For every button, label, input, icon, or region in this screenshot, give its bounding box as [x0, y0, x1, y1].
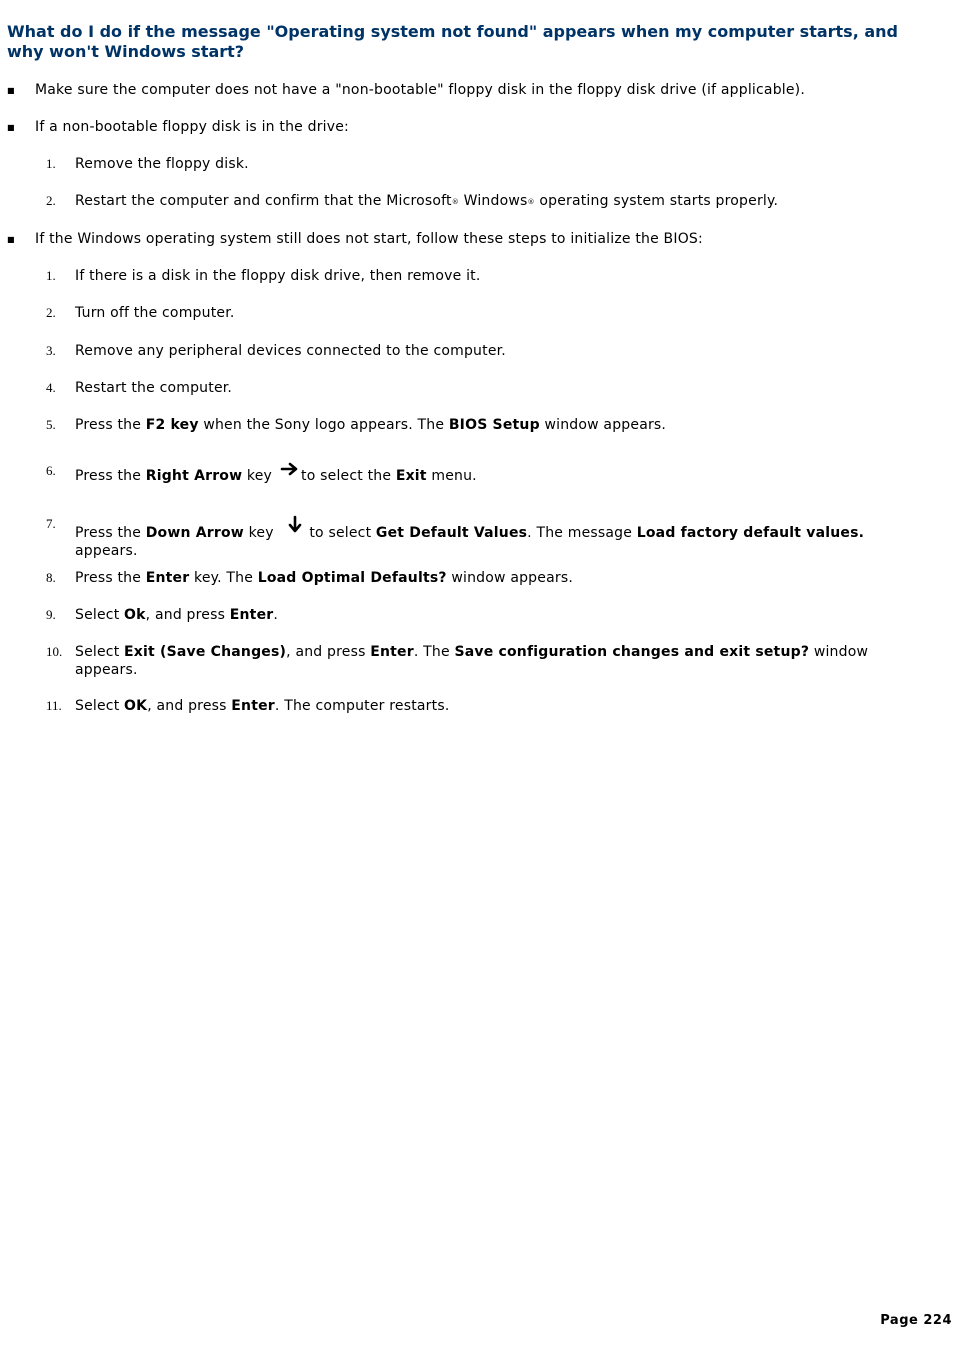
down-arrow-icon: [286, 515, 304, 535]
step-number: 11.: [46, 698, 62, 713]
step-number: 4.: [46, 380, 56, 395]
step-number: 9.: [46, 607, 56, 622]
bullet-icon: ■: [7, 123, 15, 132]
step-number: 2.: [46, 305, 56, 320]
step-text: Turn off the computer.: [75, 305, 235, 321]
step-text: Select OK, and press Enter. The computer restarts.: [75, 698, 450, 714]
step-text: Press the Down Arrow key to select Get Default Values. The message Load factory default values. appears.: [75, 515, 905, 560]
step-text: Press the Enter key. The Load Optimal Defaults? window appears.: [75, 570, 573, 586]
step-number: 3.: [46, 343, 56, 358]
step-number: 2.: [46, 193, 56, 208]
step-text: Restart the computer and confirm that the Microsoft® Windows® operating system starts properly.: [75, 193, 779, 209]
step-number: 6.: [46, 463, 56, 478]
step-text: If there is a disk in the floppy disk drive, then remove it.: [75, 268, 481, 284]
step-text: Remove any peripheral devices connected to the computer.: [75, 343, 506, 359]
step-text: Select Ok, and press Enter.: [75, 607, 279, 623]
page-title: What do I do if the message "Operating system not found" appears when my computer starts, and why won't Windows start?: [7, 22, 898, 61]
registered-mark: ®: [451, 198, 459, 206]
step-number: 5.: [46, 417, 56, 432]
step-number: 10.: [46, 644, 63, 659]
step-number: 8.: [46, 570, 56, 585]
bullet-icon: ■: [7, 86, 15, 95]
step-text: Press the F2 key when the Sony logo appears. The BIOS Setup window appears.: [75, 417, 667, 433]
step-number: 7.: [46, 516, 56, 531]
bullet-item-1: Make sure the computer does not have a "non-bootable" floppy disk in the floppy disk drive (if applicable).: [35, 82, 805, 98]
page-number: Page 224: [880, 1313, 952, 1328]
bullet-item-2: If a non-bootable floppy disk is in the drive:: [35, 119, 349, 135]
right-arrow-icon: [280, 461, 300, 477]
step-number: 1.: [46, 268, 56, 283]
registered-mark: ®: [527, 198, 535, 206]
step-text: Select Exit (Save Changes), and press Enter. The Save configuration changes and exit setup? window appears.: [75, 644, 869, 678]
step-text: Remove the floppy disk.: [75, 156, 249, 172]
bullet-icon: ■: [7, 235, 15, 244]
step-number: 1.: [46, 156, 56, 171]
step-text: Restart the computer.: [75, 380, 233, 396]
bullet-item-3: If the Windows operating system still does not start, follow these steps to initialize the BIOS:: [35, 231, 703, 247]
step-text: Press the Right Arrow key to select the Exit menu.: [75, 461, 905, 485]
